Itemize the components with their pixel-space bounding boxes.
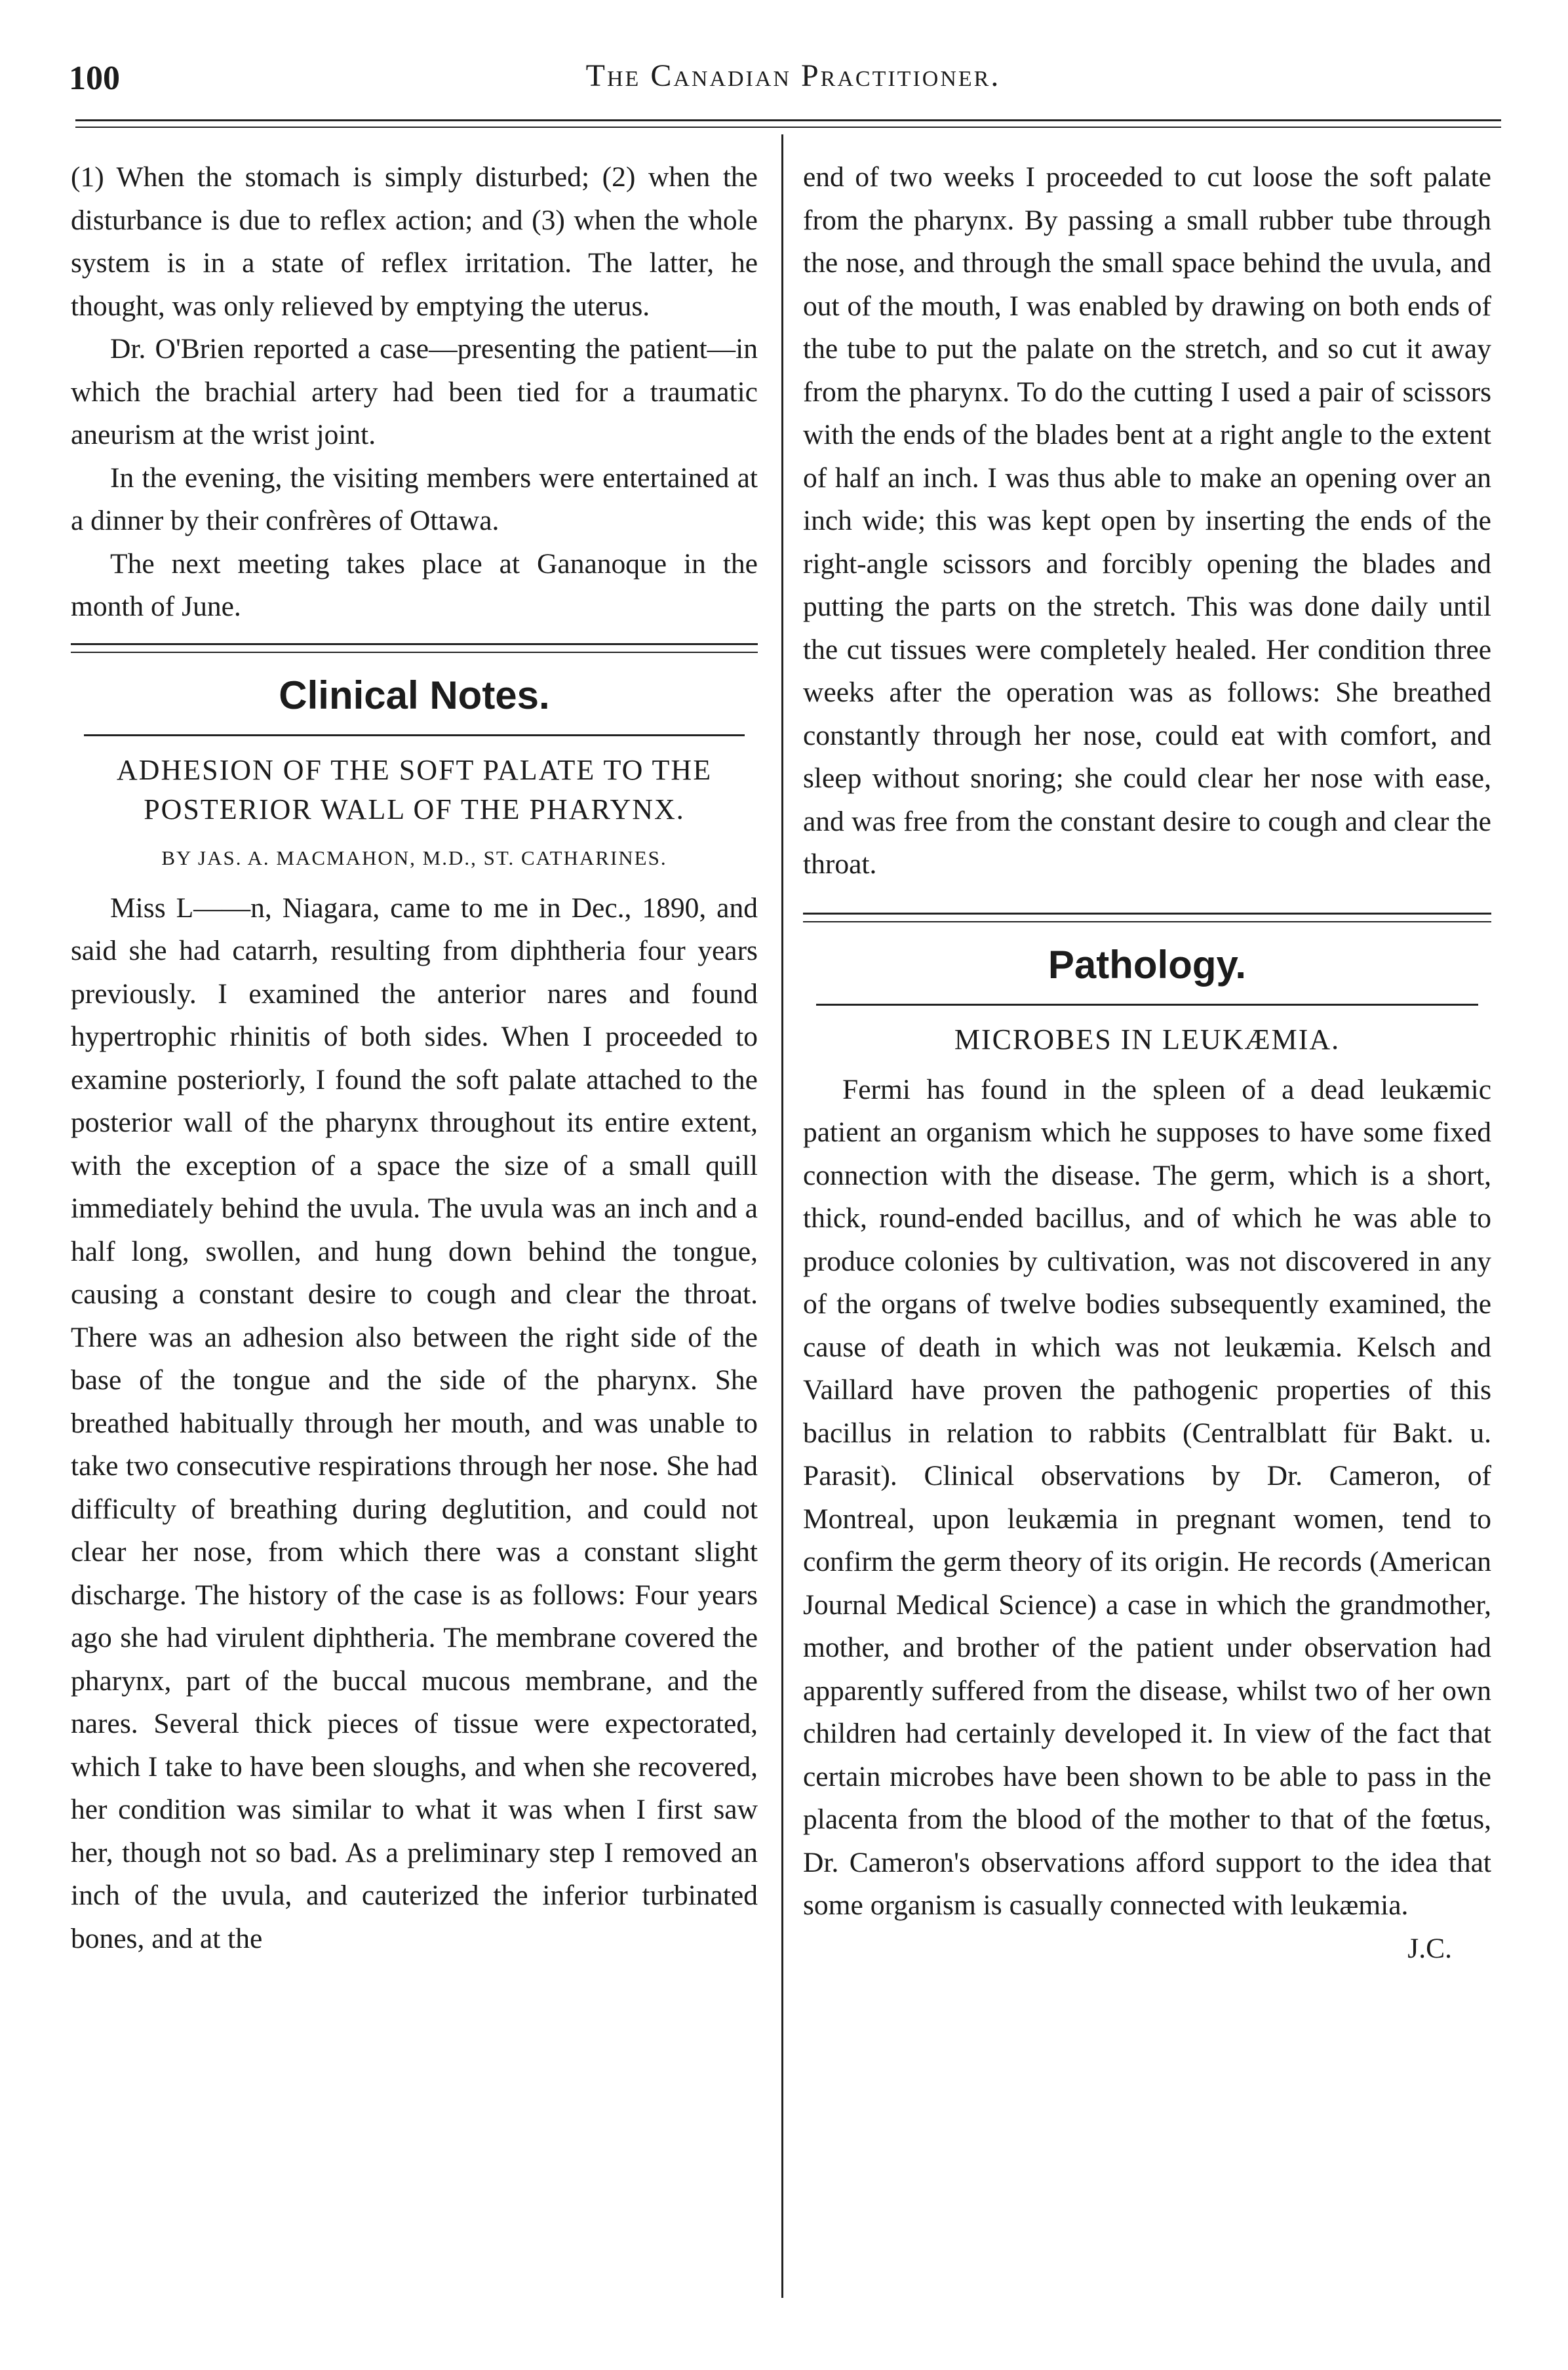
article-continuation: end of two weeks I proceeded to cut loose the soft palate from the pharynx. By passing a small rubber tube through the nose, and through the small space behind the uvula, and out of the mouth, I was enabled by drawing on both ends of the tube to put the palate on the stretch, and so cut it away from the pharynx. To do the cutting I used a pair of scissors with the ends of the blades bent at a right angle to the extent of half an inch. I was thus able to make an opening over an inch wide; this was kept open by inserting the ends of the right-angle scissors and forcibly opening the blades and putting the parts on the stretch. This was done daily until the cut tissues were completely healed. Her condition three weeks after the operation was as follows: She breathed constantly through her nose, could eat with comfort, and sleep without snoring; she could clear her nose with ease, and was free from the constant desire to cough and clear the throat. bbox=[803, 161, 1491, 880]
page-number: 100 bbox=[69, 60, 120, 97]
paragraph: (1) When the stomach is simply disturbed; (2) when the disturbance is due to reflex action; and (3) when the whole system is in a state of reflex irritation. The latter, he thought, was only relieved by emptying the uterus. bbox=[71, 161, 758, 322]
paragraph: Dr. O'Brien reported a case—presenting the patient—in which the brachial artery had been tied for a traumatic aneurism at the wrist joint. bbox=[71, 333, 758, 450]
paragraph: In the evening, the visiting members were entertained at a dinner by their confrères of Ottawa. bbox=[71, 462, 758, 536]
section-heading-clinical-notes: Clinical Notes. bbox=[279, 673, 550, 717]
running-title: The Canadian Practitioner. bbox=[585, 58, 1001, 93]
article-byline: BY JAS. A. MACMAHON, M.D., ST. CATHARINES. bbox=[161, 846, 667, 869]
article-title: MICROBES IN LEUKÆMIA. bbox=[954, 1023, 1341, 1056]
author-signature: J.C. bbox=[1407, 1932, 1452, 1964]
right-column bbox=[803, 156, 1491, 1970]
article-body: Fermi has found in the spleen of a dead leukæmic patient an organism which he supposes to have some fixed connection with the disease. The germ, which is a short, thick, round-ended bacillus, and of which he was able to produce colonies by cultivation, was not discovered in any of the organs of twelve bodies subsequently examined, the cause of death in which was not leukæmia. Kelsch and Vaillard have proven the pathogenic properties of this bacillus in relation to rabbits (Centralblatt für Bakt. u. Parasit). Clinical observations by Dr. Cameron, of Montreal, upon leukæmia in pregnant women, tend to confirm the germ theory of its origin. He records (American Journal Medical Science) a case in which the grandmother, mother, and brother of the patient under observation had apparently suffered from the disease, whilst two of her own children had certainly developed it. In view of the fact that certain microbes have been shown to be able to pass in the placenta from the blood of the mother to that of the fœtus, Dr. Cameron's observations afford support to the idea that some organism is casually connected with leukæmia. bbox=[803, 1073, 1491, 1921]
heading-underline bbox=[84, 734, 745, 736]
section-heading-pathology: Pathology. bbox=[1048, 942, 1247, 987]
article-title: ADHESION OF THE SOFT PALATE TO THE POSTERIOR WALL OF THE PHARYNX. bbox=[116, 753, 713, 825]
section-rule bbox=[803, 913, 1491, 922]
header-rule bbox=[75, 119, 1501, 128]
left-column bbox=[71, 156, 758, 1960]
page-header bbox=[69, 54, 1518, 106]
heading-underline bbox=[816, 1004, 1478, 1006]
section-rule bbox=[71, 643, 758, 653]
column-divider bbox=[781, 134, 783, 2298]
paragraph: The next meeting takes place at Gananoque in the month of June. bbox=[71, 547, 758, 622]
article-body: Miss L——n, Niagara, came to me in Dec., 1890, and said she had catarrh, resulting from diphtheria four years previously. I examined the anterior nares and found hypertrophic rhinitis of both sides. When I proceeded to examine posteriorly, I found the soft palate attached to the posterior wall of the pharynx throughout its entire extent, with the exception of a space the size of a small quill immediately behind the uvula. The uvula was an inch and a half long, swollen, and hung down behind the tongue, causing a constant desire to cough and clear the throat. There was an adhesion also between the right side of the base of the tongue and the side of the pharynx. She breathed habitually through her mouth, and was unable to take two consecutive respirations through her nose. She had difficulty of breathing during deglutition, and could not clear her nose, from which there was a constant slight discharge. The history of the case is as follows: Four years ago she had virulent diphtheria. The membrane covered the pharynx, part of the buccal mucous membrane, and the nares. Several thick pieces of tissue were expectorated, which I take to have been sloughs, and when she recovered, her condition was similar to what it was when I first saw her, though not so bad. As a preliminary step I removed an inch of the uvula, and cauterized the inferior turbinated bones, and at the bbox=[71, 892, 758, 1954]
